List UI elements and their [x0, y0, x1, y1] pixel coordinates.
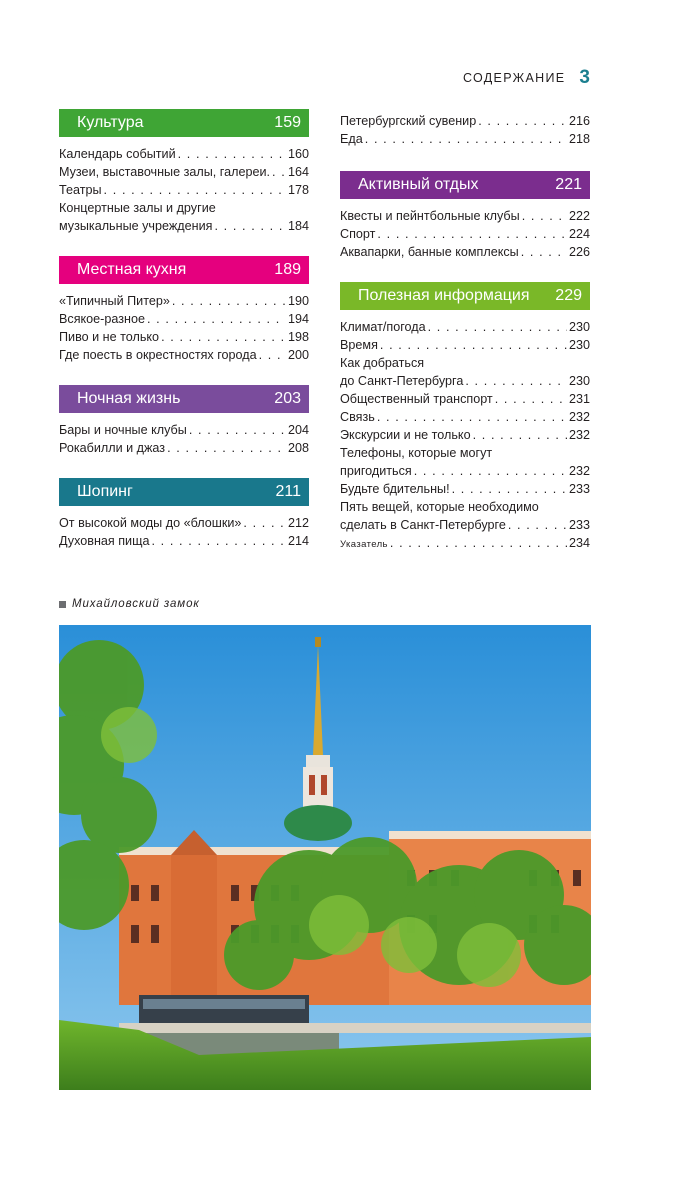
toc-section-active [340, 171, 590, 261]
section-page: 189 [274, 261, 301, 278]
page-header-title: СОДЕРЖАНИЕ [462, 71, 566, 85]
toc-section-shopping [59, 478, 309, 550]
toc-entry[interactable]: музыкальные учреждения . . . 184 [59, 217, 309, 235]
toc-entry[interactable]: Время . . . 230 [340, 336, 590, 354]
section-title: Ночная жизнь [77, 390, 181, 407]
section-page: 229 [555, 287, 582, 304]
toc-entry[interactable]: «Типичный Питер» . . . 190 [59, 292, 309, 310]
toc-entry[interactable]: сделать в Санкт-Петербурге . . . 233 [340, 516, 590, 534]
section-bar-nightlife[interactable] [59, 385, 309, 413]
toc-entry[interactable]: пригодиться . . . 232 [340, 462, 590, 480]
page-number: 3 [579, 67, 590, 88]
toc-entry[interactable]: Климат/погода . . . 230 [340, 318, 590, 336]
toc-section-culture [59, 109, 309, 235]
section-page: 211 [275, 483, 301, 500]
toc-entry[interactable]: Где поесть в окрестностях города . . . 200 [59, 346, 309, 364]
toc-entry-line1: Концертные залы и другие [59, 201, 216, 215]
toc-entry[interactable]: до Санкт-Петербурга . . . 230 [340, 372, 590, 390]
section-bar-active[interactable] [340, 171, 590, 199]
photo-caption-text: Михайловский замок [72, 598, 200, 610]
toc-entry-line1: Пять вещей, которые необходимо [340, 500, 539, 514]
toc-entry[interactable]: Еда . . . 218 [340, 130, 590, 148]
toc-entry-line1: Как добраться [340, 356, 425, 370]
caption-square-icon [59, 601, 66, 608]
toc-entry[interactable]: Бары и ночные клубы . . . 204 [59, 421, 309, 439]
toc-entry[interactable]: Аквапарки, банные комплексы . . . 226 [340, 243, 590, 261]
section-bar-shopping[interactable] [59, 478, 309, 506]
toc-section-cuisine [59, 256, 309, 364]
toc-entry[interactable]: Всякое-разное . . . 194 [59, 310, 309, 328]
toc-entry[interactable]: Музеи, выставочные залы, галереи. . . . 164 [59, 163, 309, 181]
section-title: Культура [77, 114, 144, 131]
section-page: 159 [274, 114, 301, 131]
toc-entry-index[interactable]: Указатель . . . 234 [340, 534, 590, 554]
toc-entry[interactable]: Пиво и не только . . . 198 [59, 328, 309, 346]
toc-entry[interactable]: Связь . . . 232 [340, 408, 590, 426]
toc-left-column [59, 109, 309, 550]
toc-right-column [340, 109, 590, 554]
toc-entry[interactable]: Петербургский сувенир . . . 216 [340, 112, 590, 130]
toc-section-nightlife [59, 385, 309, 457]
section-page: 203 [274, 390, 301, 407]
toc-entry-line1: Телефоны, которые могут [340, 446, 493, 460]
photo-caption [59, 598, 200, 610]
section-title: Местная кухня [77, 261, 187, 278]
section-title: Активный отдых [358, 176, 479, 193]
section-title: Шопинг [77, 483, 133, 500]
photo-mikhailovsky-castle [59, 625, 591, 1090]
toc-entry[interactable]: Будьте бдительны! . . . 233 [340, 480, 590, 498]
section-page: 221 [555, 176, 582, 193]
section-bar-cuisine[interactable] [59, 256, 309, 284]
toc-entry[interactable]: Духовная пища . . . 214 [59, 532, 309, 550]
toc-entry[interactable]: Общественный транспорт . . . 231 [340, 390, 590, 408]
toc-entry[interactable]: Рокабилли и джаз . . . 208 [59, 439, 309, 457]
section-bar-culture[interactable] [59, 109, 309, 137]
page-header [463, 66, 590, 88]
section-title: Полезная информация [358, 287, 530, 304]
toc-section-info [340, 282, 590, 554]
toc-entry[interactable]: Календарь событий . . . 160 [59, 145, 309, 163]
section-bar-info[interactable] [340, 282, 590, 310]
toc-entry[interactable]: От высокой моды до «блошки» . . . 212 [59, 514, 309, 532]
toc-entry[interactable]: Квесты и пейнтбольные клубы . . . 222 [340, 207, 590, 225]
toc-entry[interactable]: Театры . . . 178 [59, 181, 309, 199]
toc-entry[interactable]: Экскурсии и не только . . . 232 [340, 426, 590, 444]
toc-entry[interactable]: Спорт . . . 224 [340, 225, 590, 243]
